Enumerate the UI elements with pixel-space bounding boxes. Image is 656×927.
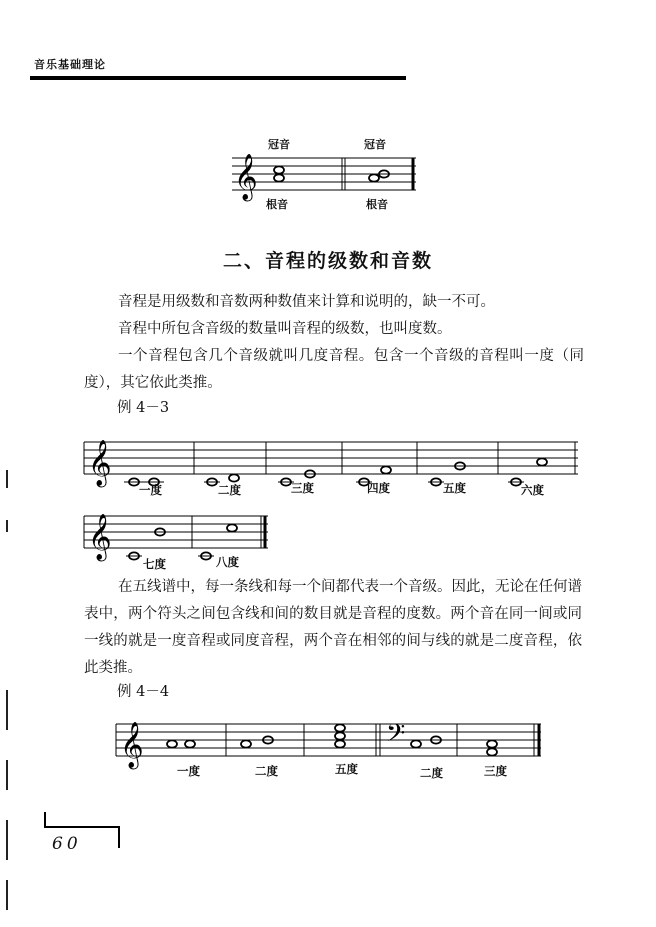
page-frame-top	[44, 826, 120, 828]
treble-clef-icon: 𝄞	[234, 154, 258, 200]
interval-label-third: 三度	[291, 481, 314, 495]
scan-mark	[6, 520, 8, 532]
section-title: 二、音程的级数和音数	[222, 250, 433, 272]
ex44-label-second: 二度	[255, 764, 278, 778]
paragraph-4: 在五线谱中，每一条线和每一个间都代表一个音级。因此，无论在任何谱表中，两个符头之间包含线和间的数目就是音程的度数。两个音在同一间或同一线的就是一度音程或同度音程，两个音在相邻的间与线的就是二度音程，依此类推。	[84, 579, 582, 676]
header-rule	[30, 76, 406, 80]
example-4-3-label: 例 4－3	[117, 400, 170, 416]
ex44-label-third: 三度	[484, 764, 507, 778]
treble-clef-icon: 𝄞	[88, 440, 112, 486]
scan-mark	[6, 820, 8, 860]
ex44-label-second-bass: 二度	[420, 766, 443, 780]
ex44-label-unison: 一度	[177, 764, 200, 778]
treble-clef-icon: 𝄞	[88, 514, 112, 560]
upper-note-label-2: 冠音	[364, 138, 386, 151]
scan-mark	[6, 760, 8, 790]
page-number: 60	[52, 834, 82, 854]
bass-clef-icon: 𝄢	[386, 719, 406, 754]
paragraph-1: 音程是用级数和音数两种数值来计算和说明的，缺一不可。	[118, 294, 495, 310]
interval-figure-staff	[232, 152, 422, 200]
scan-mark	[6, 690, 8, 730]
paragraph-3: 一个音程包含几个音级就叫几度音程。包含一个音级的音程叫一度（同度），其它依此类推。	[84, 348, 584, 391]
ex44-label-fifth: 五度	[335, 762, 358, 776]
example-4-3-staff-row2	[84, 512, 274, 562]
interval-label-fourth: 四度	[367, 481, 390, 495]
scan-mark	[6, 880, 8, 910]
interval-label-seventh: 七度	[143, 557, 166, 571]
scan-mark	[6, 470, 8, 488]
example-4-4-staff	[116, 720, 544, 766]
treble-clef-icon: 𝄞	[120, 722, 144, 768]
lower-note-label-2: 根音	[366, 198, 388, 211]
running-head: 音乐基础理论	[34, 58, 106, 71]
interval-label-octave: 八度	[216, 555, 239, 569]
lower-note-label-1: 根音	[266, 198, 288, 211]
interval-label-fifth: 五度	[443, 481, 466, 495]
interval-label-second: 二度	[218, 483, 241, 497]
example-4-3-staff-row1	[84, 438, 584, 488]
paragraph-2: 音程中所包含音级的数量叫音程的级数，也叫度数。	[118, 321, 452, 337]
example-4-4-label: 例 4－4	[117, 684, 170, 700]
interval-label-sixth: 六度	[521, 483, 544, 497]
interval-label-unison: 一度	[139, 483, 162, 497]
upper-note-label-1: 冠音	[268, 138, 290, 151]
page-frame-right	[118, 826, 120, 848]
